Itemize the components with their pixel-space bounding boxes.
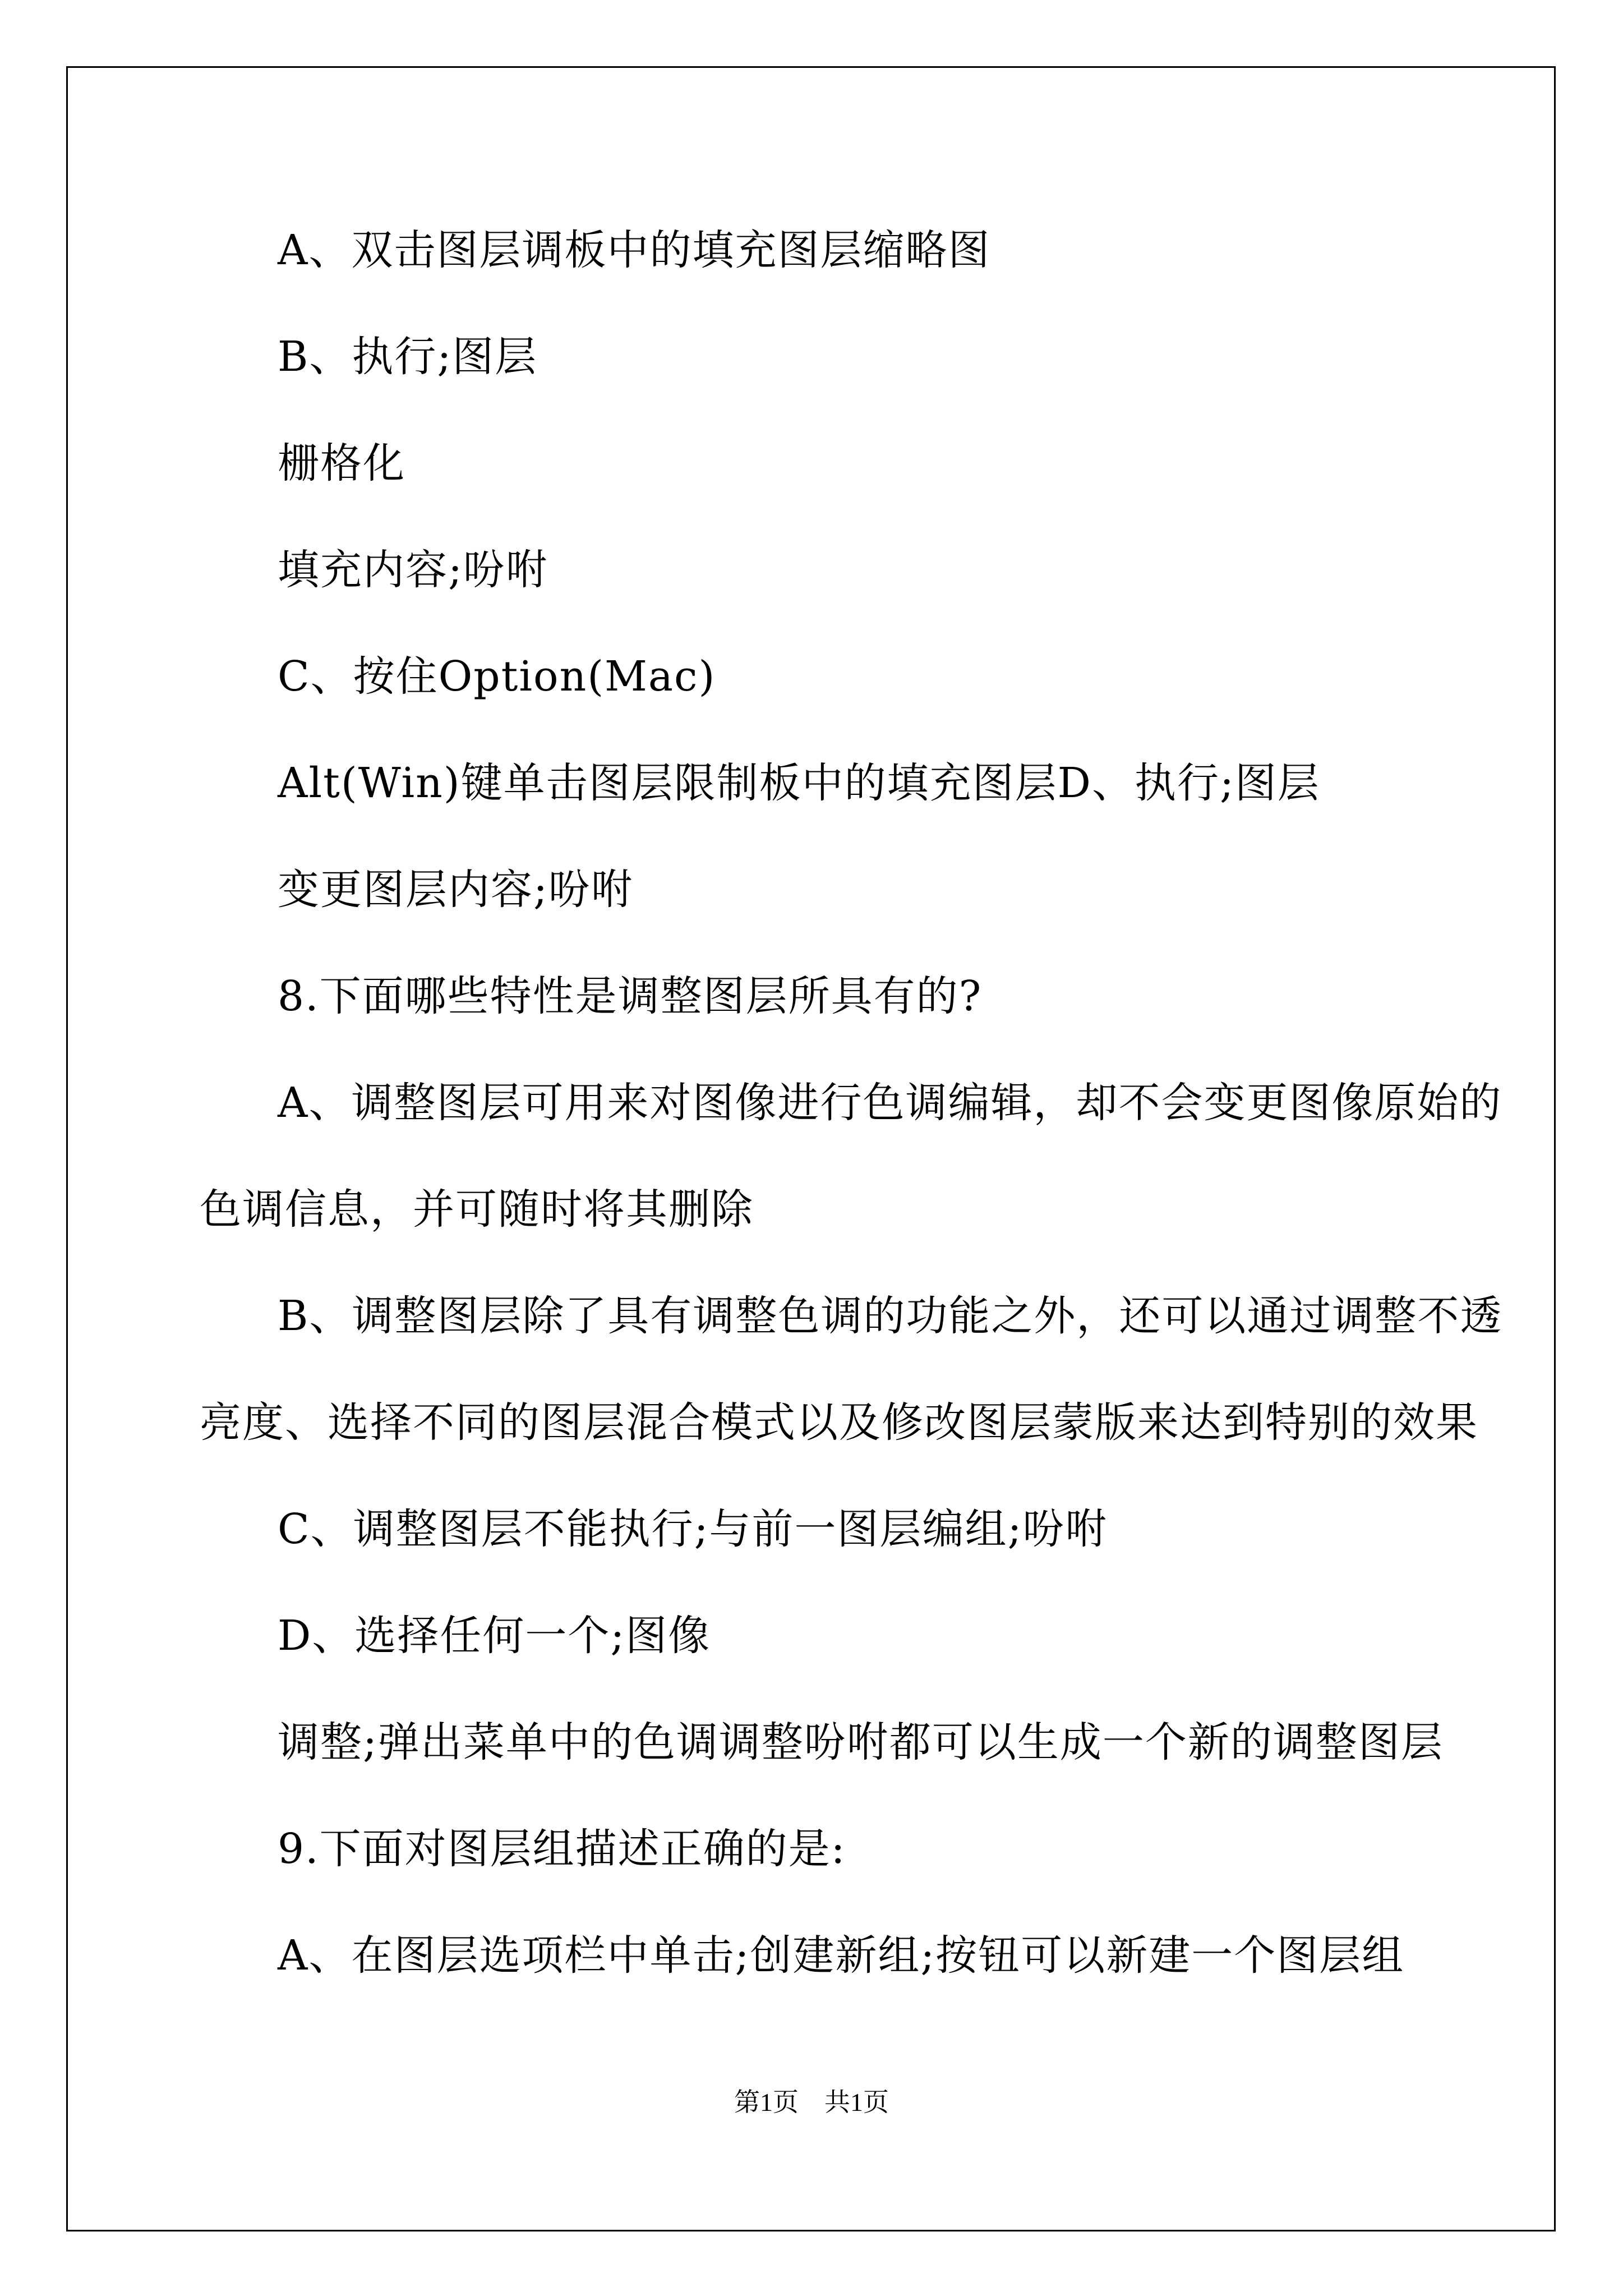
text-line: C、调整图层不能执行;与前一图层编组;吩咐 (278, 1505, 1108, 1553)
question-heading: 9.下面对图层组描述正确的是: (278, 1825, 846, 1873)
text-line: Alt(Win)键单击图层限制板中的填充图层D、执行;图层 (278, 759, 1320, 807)
text-line: 调整;弹出菜单中的色调调整吩咐都可以生成一个新的调整图层 (278, 1718, 1444, 1766)
text-line: 变更图层内容;吩咐 (278, 866, 634, 914)
text-line: D、选择任何一个;图像 (278, 1612, 711, 1660)
text-line: 亮度、选择不同的图层混合模式以及修改图层蒙版来达到特别的效果 (200, 1398, 1478, 1447)
text-line: C、按住Option(Mac) (278, 652, 716, 701)
text-line: 栅格化 (278, 439, 405, 487)
text-line: B、执行;图层 (278, 333, 538, 381)
page-footer: 第1页 共1页 (734, 2088, 889, 2116)
text-line: 色调信息，并可随时将其删除 (200, 1185, 754, 1234)
text-line: A、在图层选项栏中单击;创建新组;按钮可以新建一个图层组 (278, 1931, 1405, 1980)
text-line: 填充内容;吩咐 (278, 546, 548, 594)
text-line: A、双击图层调板中的填充图层缩略图 (278, 226, 991, 274)
question-heading: 8.下面哪些特性是调整图层所具有的? (278, 972, 983, 1020)
text-line: A、调整图层可用来对图像进行色调编辑，却不会变更图像原始的 (278, 1079, 1502, 1127)
text-line: B、调整图层除了具有调整色调的功能之外，还可以通过调整不透 (278, 1292, 1503, 1340)
